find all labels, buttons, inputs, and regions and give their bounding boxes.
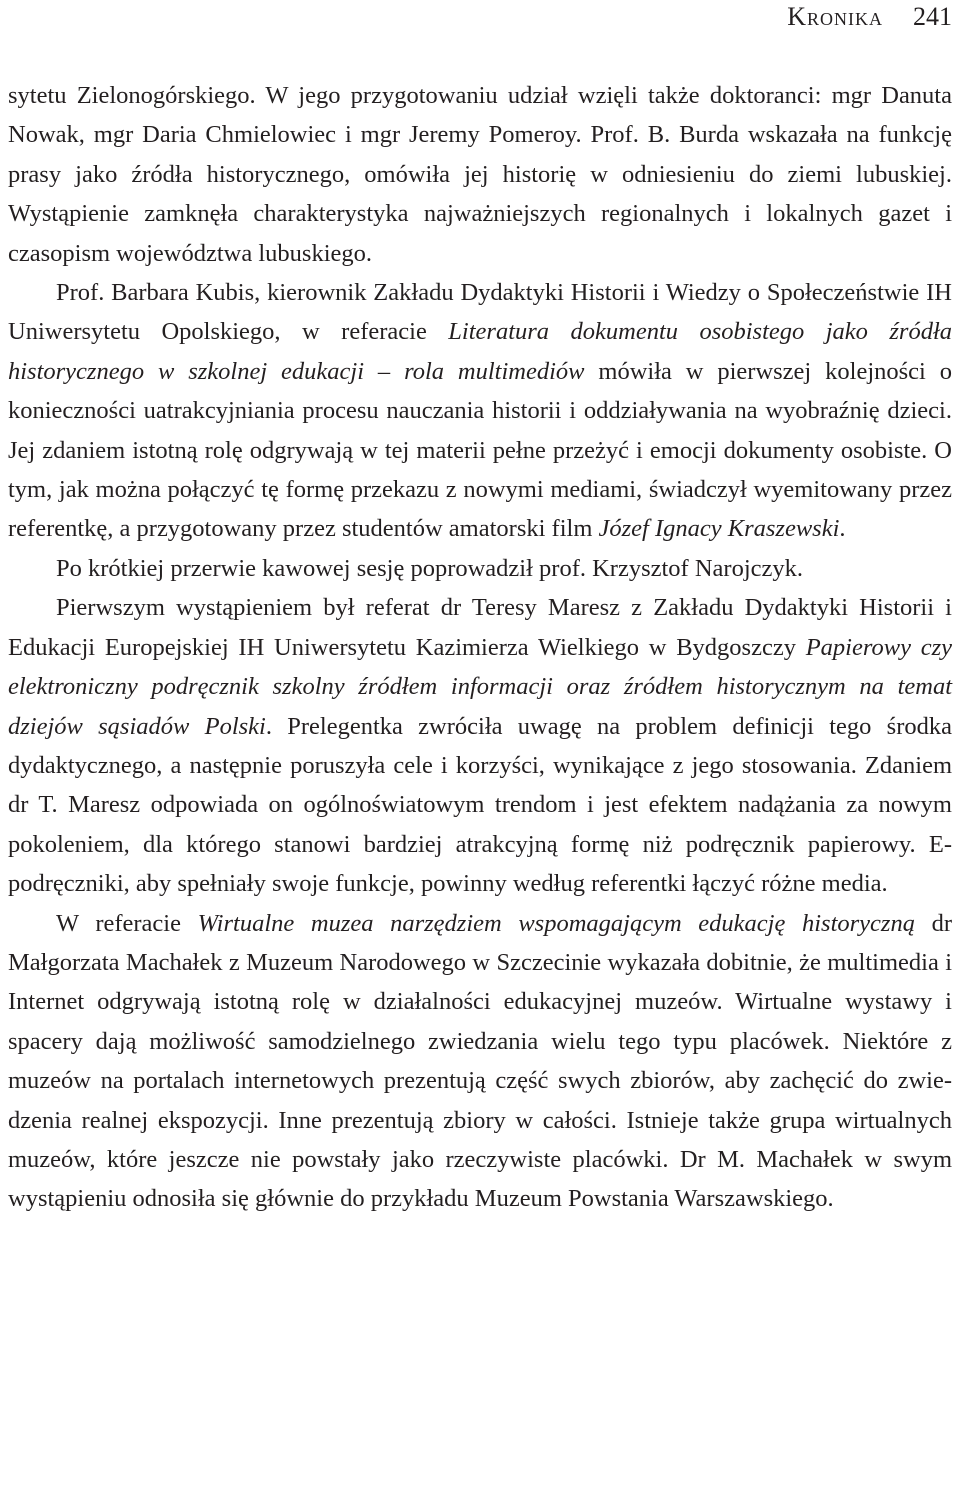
paragraph-text: . Prelegentka zwróciła uwagę na problem definicji tego środka dydaktycznego, a następnie poruszyła cele i korzyści, wynikające z jego stosowania. Zdaniem dr T. Maresz odpowiada on ogólnoświatowym trendom i jest efektem nadążania za nowym pokoleniem, dla którego stanowi bardziej atrakcyjną formę niż podręcznik papierowy. E-podręczniki, aby spełniały swoje funkcje, powinny według referentki łączyć różne media. [8, 712, 952, 898]
italic-title-text: Józef Ignacy Kraszewski [598, 515, 840, 543]
article-body [8, 76, 952, 1219]
paragraph-text: Pierwszym wystąpieniem był referat dr Teresy Maresz z Zakładu Dydaktyki Historii i Edukacji Europejskiej IH Uniwersytetu Kazimierza Wielkiego w Bydgoszczy [8, 594, 952, 661]
paragraph-text: sytetu Zielonogórskiego. W jego przygotowaniu udział wzięli także doktoranci: mgr Danuta Nowak, mgr Daria Chmielowiec i mgr Jeremy Pomeroy. Prof. B. Burda wskazała na funkcję prasy jako źródła historycznego, omówiła jej historię w odniesieniu do ziemi lubuskiej. Wystąpienie zamknęła charakterystyka najważniejszych regionalnych i lokalnych gazet i czasopism województwa lubuskiego. [8, 82, 952, 267]
paragraph [8, 549, 952, 588]
paragraph [8, 76, 952, 273]
running-header [787, 2, 952, 32]
paragraph [8, 273, 952, 549]
italic-title-text: Wirtualne muzea narzędziem wspomagającym edukację historyczną [197, 909, 915, 937]
page-number: 241 [913, 2, 952, 31]
paragraph-text: Po krótkiej przerwie kawowej sesję poprowadził prof. Krzysztof Narojczyk. [56, 554, 803, 582]
paragraph-text: dr Małgorzata Machałek z Muzeum Narodowego w Szczecinie wykazała dobitnie, że multimedia i Internet odgrywają istotną rolę w działalności edukacyjnej muzeów. Wirtualne wystawy i spacery dają możliwość samodzielnego zwiedzania wielu tego typu placówek. Niektóre z muzeów na portalach internetowych prezentują część swych zbiorów, aby zachęcić do zwiedzenia realnej ekspozycji. Inne prezentują zbiory w całości. Istnieje także grupa wirtualnych muzeów, które jeszcze nie powstały jako rzeczywiste placówki. Dr M. Machałek w swym wystąpieniu odnosiła się głównie do przykładu Muzeum Powstania Warszawskiego. [8, 909, 952, 1213]
italic-title-text: Literatura dokumentu osobistego jako źródła historycznego w szkolnej edukacji – rola multimediów [8, 318, 953, 385]
paragraph [8, 588, 952, 903]
paragraph-text: mówiła w pierwszej kolejności o konieczności uatrakcyjniania procesu nauczania historii i oddziaływania na wyobraźnię dzieci. Jej zdaniem istotną rolę odgrywają w tej materii pełne przeżyć i emocji dokumenty osobiste. O tym, jak można połączyć tę formę przekazu z nowymi mediami, świadczył wyemitowany przez referentkę, a przygotowany przez studentów amatorski film [8, 357, 952, 543]
section-title: Kronika [787, 2, 883, 31]
paragraph-text: W referacie [56, 909, 198, 937]
italic-title-text: Papierowy czy elektroniczny podręcznik szkolny źródłem informacji oraz źródłem historycznym na temat dziejów sąsiadów Polski [8, 633, 952, 740]
book-page [8, 0, 952, 1502]
paragraph [8, 904, 952, 1219]
paragraph-text: Prof. Barbara Kubis, kierownik Zakładu Dydaktyki Historii i Wiedzy o Społeczeństwie IH Uniwersytetu Opolskiego, w referacie [8, 279, 952, 346]
paragraph-text: . [839, 515, 846, 543]
